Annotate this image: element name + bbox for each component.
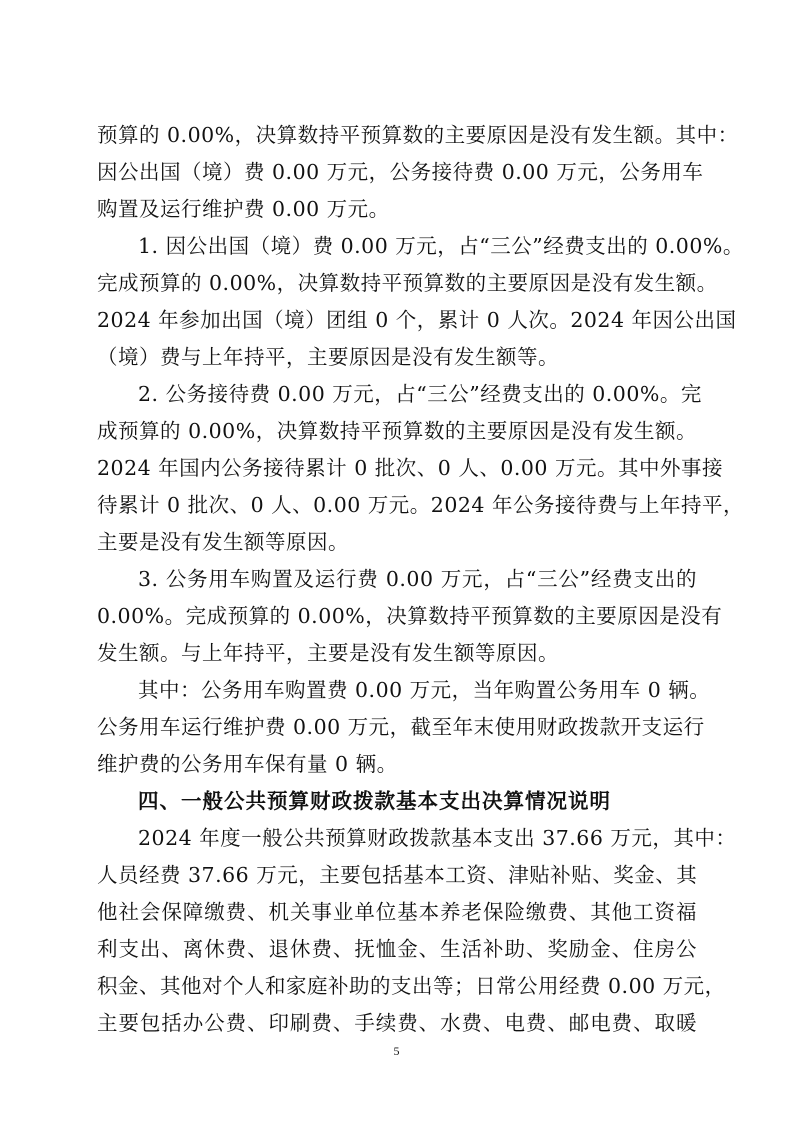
paragraph-line: 购置及运行维护费 0.00 万元。	[97, 197, 390, 221]
paragraph-line: 完成预算的 0.00%，决算数持平预算数的主要原因是没有发生额。	[97, 271, 718, 295]
paragraph-line: 2024 年参加出国（境）团组 0 个，累计 0 人次。2024 年因公出国	[97, 308, 737, 332]
paragraph-line: 发生额。与上年持平，主要是没有发生额等原因。	[97, 641, 559, 665]
paragraph-line: 成预算的 0.00%，决算数持平预算数的主要原因是没有发生额。	[97, 419, 697, 443]
paragraph-line: 0.00%。完成预算的 0.00%，决算数持平预算数的主要原因是没有	[97, 604, 723, 628]
paragraph-line: 利支出、离休费、退休费、抚恤金、生活补助、奖励金、住房公	[97, 937, 697, 961]
paragraph-line: 人员经费 37.66 万元，主要包括基本工资、津贴补贴、奖金、其	[97, 863, 698, 887]
paragraph-line: 主要是没有发生额等原因。	[97, 530, 349, 554]
paragraph-line: 2. 公务接待费 0.00 万元，占“三公”经费支出的 0.00%。完	[138, 382, 702, 406]
paragraph-line: 其中：公务用车购置费 0.00 万元，当年购置公务用车 0 辆。	[138, 678, 711, 702]
paragraph-line: 3. 公务用车购置及运行费 0.00 万元，占“三公”经费支出的	[138, 567, 697, 591]
paragraph-line: 2024 年度一般公共预算财政拨款基本支出 37.66 万元，其中：	[138, 826, 737, 850]
paragraph-line: （境）费与上年持平，主要原因是没有发生额等。	[97, 345, 559, 369]
paragraph-line: 积金、其他对个人和家庭补助的支出等；日常公用经费 0.00 万元，	[97, 974, 726, 998]
paragraph-line: 因公出国（境）费 0.00 万元，公务接待费 0.00 万元，公务用车	[97, 160, 704, 184]
paragraph-line: 预算的 0.00%，决算数持平预算数的主要原因是没有发生额。其中：	[97, 123, 739, 147]
page-number: 5	[393, 1044, 400, 1058]
paragraph-line: 主要包括办公费、印刷费、手续费、水费、电费、邮电费、取暖	[97, 1011, 697, 1035]
paragraph-line: 1. 因公出国（境）费 0.00 万元，占“三公”经费支出的 0.00%。	[138, 234, 744, 258]
paragraph-line: 待累计 0 批次、0 人、0.00 万元。2024 年公务接待费与上年持平，	[97, 493, 744, 517]
paragraph-line: 他社会保障缴费、机关事业单位基本养老保险缴费、其他工资福	[97, 900, 697, 924]
section-heading: 四、一般公共预算财政拨款基本支出决算情况说明	[138, 789, 611, 813]
paragraph-line: 公务用车运行维护费 0.00 万元，截至年末使用财政拨款开支运行	[97, 715, 705, 739]
paragraph-line: 维护费的公务用车保有量 0 辆。	[97, 752, 398, 776]
paragraph-line: 2024 年国内公务接待累计 0 批次、0 人、0.00 万元。其中外事接	[97, 456, 723, 480]
